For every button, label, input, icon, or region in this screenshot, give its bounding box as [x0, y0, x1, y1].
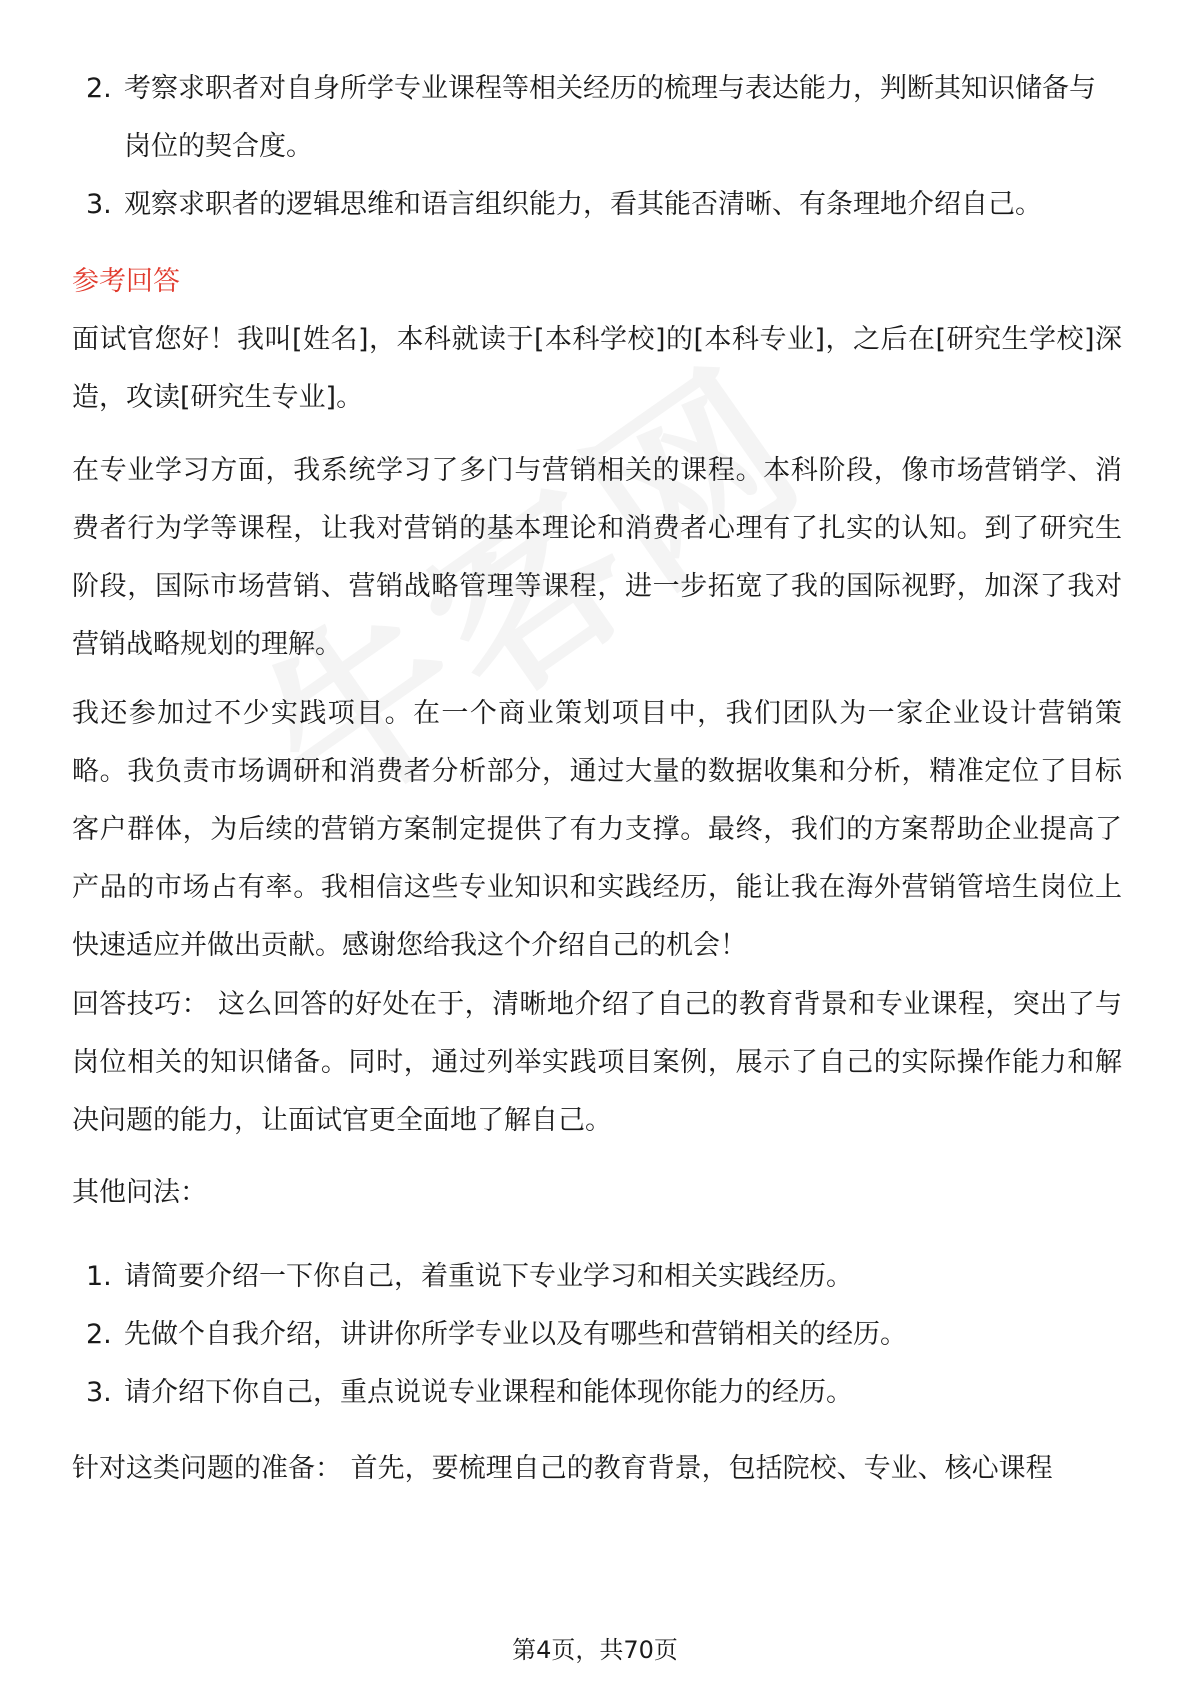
practice-paragraph: 我还参加过不少实践项目。在一个商业策划项目中，我们团队为一家企业设计营销策略。我负责市场调研和消费者分析部分，通过大量的数据收集和分析，精准定位了目标客户群体，为后续的营销方案制定提供了有力支撑。最终，我们的方案帮助企业提高了产品的市场占有率。我相信这些专业知识和实践经历，能让我在海外营销管培生岗位上快速适应并做出贡献。感谢您给我这个介绍自己的机会！: [72, 698, 1122, 961]
other-questions-list: [72, 1248, 1122, 1422]
list-number: 1.: [86, 1261, 112, 1292]
list-text: 请简要介绍一下你自己，着重说下专业学习和相关实践经历。: [124, 1261, 853, 1292]
page-number: 第4页，共70页: [512, 1636, 678, 1664]
preparation-paragraph: 针对这类问题的准备： 首先，要梳理自己的教育背景，包括院校、专业、核心课程: [72, 1453, 1053, 1484]
list-item: [72, 1306, 1122, 1364]
list-item: [72, 1248, 1122, 1306]
list-number: 2.: [86, 1319, 112, 1350]
study-paragraph: 在专业学习方面，我系统学习了多门与营销相关的课程。本科阶段，像市场营销学、消费者行为学等课程，让我对营销的基本理论和消费者心理有了扎实的认知。到了研究生阶段，国际市场营销、营销战略管理等课程，进一步拓宽了我的国际视野，加深了我对营销战略规划的理解。: [72, 455, 1122, 660]
list-number: 2.: [86, 73, 112, 104]
list-number: 3.: [86, 189, 112, 220]
list-item: [72, 176, 1122, 234]
list-text: 先做个自我介绍，讲讲你所学专业以及有哪些和营销相关的经历。: [124, 1319, 907, 1350]
other-questions-label: 其他问法：: [72, 1177, 207, 1208]
list-text: 考察求职者对自身所学专业课程等相关经历的梳理与表达能力，判断其知识储备与岗位的契合度。: [124, 73, 1096, 162]
list-item: [72, 60, 1122, 176]
intro-list: [72, 60, 1122, 234]
intro-paragraph: 面试官您好！我叫[姓名]，本科就读于[本科学校]的[本科专业]，之后在[研究生学校]深造，攻读[研究生专业]。: [72, 324, 1122, 413]
answer-heading: 参考回答: [72, 266, 180, 297]
list-item: [72, 1364, 1122, 1422]
list-text: 请介绍下你自己，重点说说专业课程和能体现你能力的经历。: [124, 1377, 853, 1408]
list-text: 观察求职者的逻辑思维和语言组织能力，看其能否清晰、有条理地介绍自己。: [124, 189, 1042, 220]
list-number: 3.: [86, 1377, 112, 1408]
tips-paragraph: 回答技巧： 这么回答的好处在于，清晰地介绍了自己的教育背景和专业课程，突出了与岗位相关的知识储备。同时，通过列举实践项目案例，展示了自己的实际操作能力和解决问题的能力，让面试官更全面地了解自己。: [72, 989, 1122, 1136]
